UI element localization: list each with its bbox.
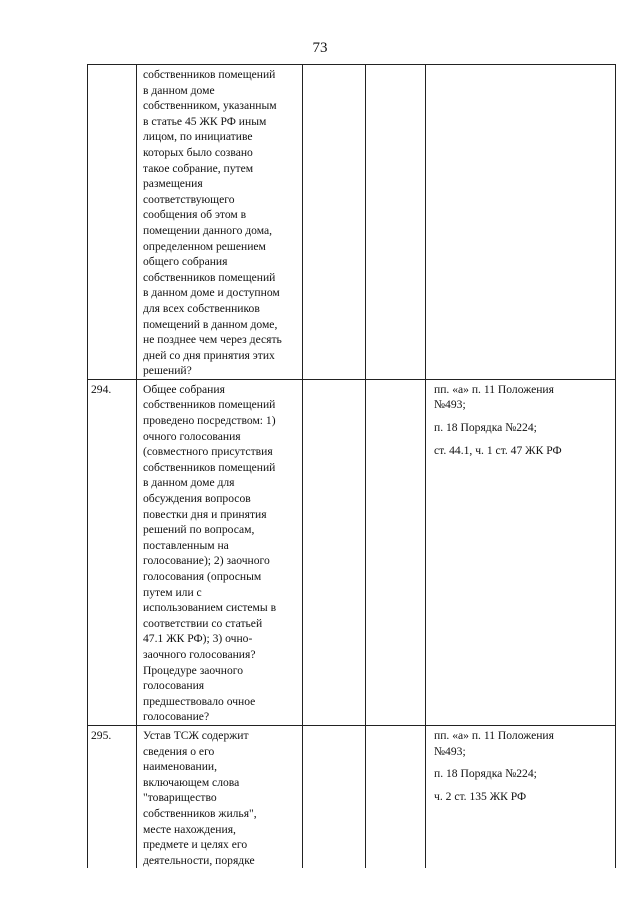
question-line: Общее собрания	[143, 382, 225, 396]
question-line: голосование?	[143, 710, 210, 724]
row-number-cell	[88, 65, 137, 380]
question-line: в статье 45 ЖК РФ иным	[143, 114, 267, 128]
question-line: месте нахождения,	[143, 822, 236, 836]
question-line: определенном решением	[143, 239, 266, 253]
checklist-table	[87, 64, 616, 868]
question-line: (совместного присутствия	[143, 445, 273, 459]
question-line: проведено посредством: 1)	[143, 414, 276, 428]
question-line: деятельности, порядке	[143, 853, 255, 867]
reference-line: №493;	[434, 744, 466, 758]
question-line: включающем слова	[143, 775, 240, 789]
reference-line: пп. «а» п. 11 Положения	[434, 382, 554, 396]
question-line: Устав ТСЖ содержит	[143, 728, 249, 742]
answer-yes-cell	[303, 65, 366, 380]
question-line: наименовании,	[143, 760, 218, 774]
question-line: собственников помещений	[143, 460, 276, 474]
question-line: голосование); 2) заочного	[143, 554, 270, 568]
table-row	[88, 725, 616, 868]
legal-reference-cell	[426, 65, 616, 380]
legal-reference-cell	[426, 725, 616, 868]
question-line: дней со дня принятия этих	[143, 348, 275, 362]
question-line: "товарищество	[143, 791, 217, 805]
question-line: не позднее чем через десять	[143, 333, 282, 347]
question-line: собственников помещений	[143, 270, 276, 284]
question-line: собственников помещений	[143, 68, 276, 81]
question-line: решений по вопросам,	[143, 523, 255, 537]
reference-line: ст. 44.1, ч. 1 ст. 47 ЖК РФ	[434, 443, 562, 457]
question-line: общего собрания	[143, 255, 228, 269]
question-line: путем или с	[143, 585, 202, 599]
question-cell	[137, 725, 303, 868]
question-line: обсуждения вопросов	[143, 492, 251, 506]
question-line: помещении данного дома,	[143, 223, 273, 237]
question-line: заочного голосования?	[143, 647, 256, 661]
reference-line: п. 18 Порядка №224;	[434, 767, 537, 781]
reference-line: ч. 2 ст. 135 ЖК РФ	[434, 789, 527, 803]
reference-line: пп. «а» п. 11 Положения	[434, 728, 554, 742]
question-line: в данном доме	[143, 83, 215, 97]
answer-no-cell	[366, 725, 426, 868]
row-number-cell	[88, 379, 137, 725]
question-line: лицом, по инициативе	[143, 130, 253, 144]
legal-reference-cell	[426, 379, 616, 725]
answer-no-cell	[366, 65, 426, 380]
question-line: соответствии со статьей	[143, 616, 263, 630]
row-number	[88, 65, 136, 67]
question-line: голосования	[143, 679, 205, 693]
question-line: повестки дня и принятия	[143, 507, 267, 521]
question-line: собственником, указанным	[143, 99, 277, 113]
question-line: решений?	[143, 364, 192, 378]
question-line: в данном доме для	[143, 476, 235, 490]
question-line: использованием системы в	[143, 601, 277, 615]
question-line: размещения	[143, 177, 203, 191]
question-line: соответствующего	[143, 192, 235, 206]
table-row	[88, 379, 616, 725]
table-row	[88, 65, 616, 380]
row-number: 294.	[91, 382, 112, 396]
question-line: сообщения об этом в	[143, 208, 247, 222]
reference-line: п. 18 Порядка №224;	[434, 421, 537, 435]
question-line: собственников жилья",	[143, 806, 257, 820]
question-line: такое собрание, путем	[143, 161, 254, 175]
row-number: 295.	[91, 728, 112, 742]
question-line: сведения о его	[143, 744, 215, 758]
question-line: Процедуре заочного	[143, 663, 244, 677]
reference-line: №493;	[434, 398, 466, 412]
answer-yes-cell	[303, 379, 366, 725]
question-line: 47.1 ЖК РФ); 3) очно-	[143, 632, 253, 646]
question-line: предмете и целях его	[143, 838, 248, 852]
question-line: голосования (опросным	[143, 570, 262, 583]
question-cell	[137, 65, 303, 380]
row-number-cell	[88, 725, 137, 868]
page-number: 73	[312, 40, 328, 56]
question-cell	[137, 379, 303, 725]
answer-yes-cell	[303, 725, 366, 868]
question-line: очного голосования	[143, 429, 241, 443]
question-line: которых было созвано	[143, 145, 253, 159]
question-line: помещений в данном доме,	[143, 317, 278, 331]
question-line: в данном доме и доступном	[143, 286, 280, 300]
question-line: собственников помещений	[143, 398, 276, 412]
question-line: предшествовало очное	[143, 694, 256, 708]
question-line: поставленным на	[143, 538, 229, 552]
answer-no-cell	[366, 379, 426, 725]
question-line: для всех собственников	[143, 301, 260, 315]
